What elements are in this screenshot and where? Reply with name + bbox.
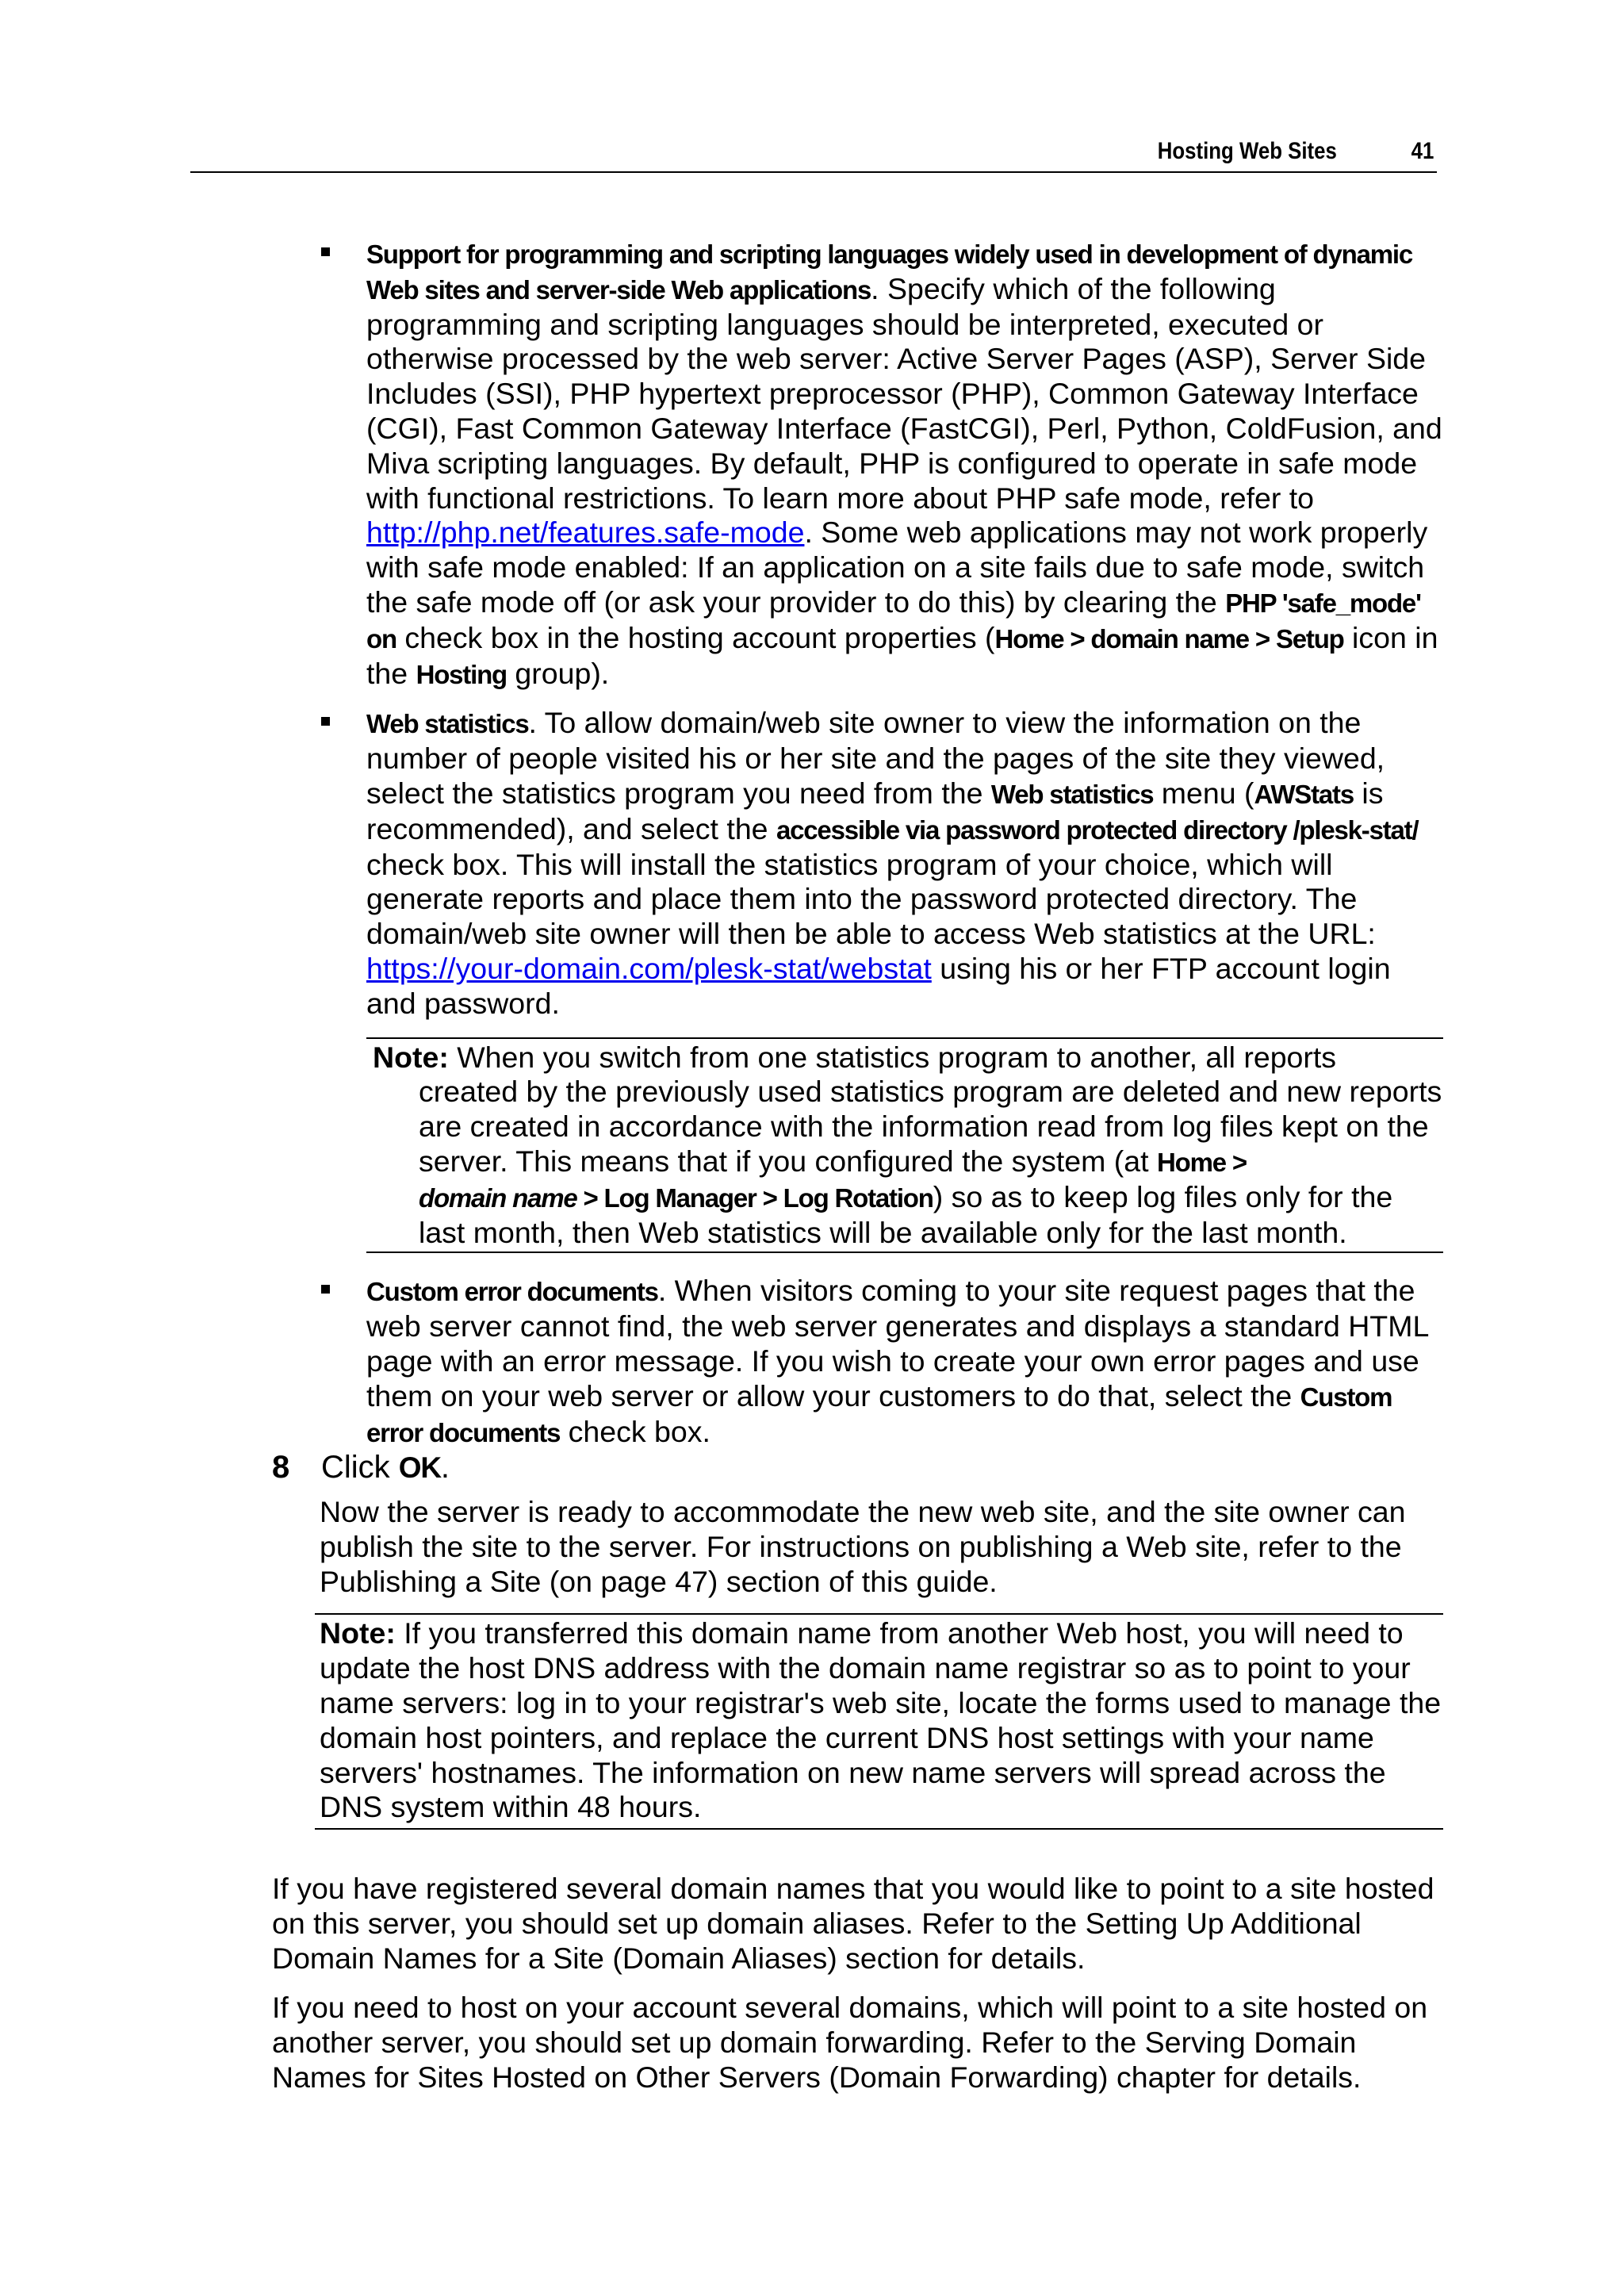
step-body: Now the server is ready to accommodate the new web site, and the site owner can publish the site to the server. For instructions on publishing a Web site, refer to the Publishing a Site (on page 47) section of this guide. <box>320 1495 1406 1598</box>
note-text: When you switch from one statistics program to another, all reports created by the previously used statistics program are deleted and new reports are created in accordance with the information read from log files kept on the server. This means that if you configured the system (at <box>419 1040 1442 1178</box>
note-label: Note: <box>373 1040 449 1074</box>
paragraph-domain-forwarding: If you need to host on your account several domains, which will point to a site hosted on another server, you should set up domain forwarding. Refer to the Serving Domain Names for Sites Hosted on Other Servers (Domain Forwarding) chapter for details. <box>272 1991 1428 2094</box>
ui-term-awstats: AWStats <box>1254 779 1354 809</box>
bullet-title: Web statistics <box>366 709 529 739</box>
step-number: 8 <box>272 1450 290 1485</box>
ui-term-plesk-stat-checkbox: accessible via password protected directory /plesk-stat/ <box>776 815 1419 845</box>
square-bullet-icon <box>321 247 330 256</box>
bullet-text: . Specify which of the following programming and scripting languages should be interpreted, executed or otherwise processed by the web server: Active Server Pages (ASP), Server Side Includes (SSI), PHP hypertext preprocessor (PHP), Common Gateway Interface (CGI), Fast Common Gateway Interface (FastCGI), Perl, Python, ColdFusion, and Miva scripting languages. By default, PHP is configured to operate in safe mode with functional restrictions. To learn more about PHP safe mode, refer to <box>366 271 1442 515</box>
note-box <box>366 1037 1443 1254</box>
header-section-title: Hosting Web Sites <box>1157 138 1337 164</box>
ui-term-hosting-group: Hosting <box>416 659 507 689</box>
step-label: Click <box>321 1450 399 1485</box>
web-statistics-note <box>321 1037 1443 1254</box>
ui-term-log-rotation-path: > Log Manager > Log Rotation <box>576 1182 933 1213</box>
bullet-web-statistics <box>321 706 1443 1021</box>
bullet-title: Support for programming and scripting languages widely used in development of dynamic Web sites and server-side Web applications <box>366 240 1413 305</box>
bullet-text: check box. <box>560 1414 710 1448</box>
bullet-text: check box. This will install the statistics program of your choice, which will generate reports and place them into the password protected directory. The domain/web site owner will then be able to access Web statistics at the URL: <box>366 847 1376 951</box>
header-page-number: 41 <box>1411 138 1434 164</box>
square-bullet-icon <box>321 1285 330 1294</box>
bullet-text: icon in the <box>366 620 1438 690</box>
bullet-text: . Some web applications may not work properly with safe mode enabled: If an application on a site fails due to safe mode, switch the safe mode off (or ask your provider to do this) by clearing the <box>366 516 1428 619</box>
ui-term-domain-name: domain name <box>419 1182 577 1213</box>
running-header <box>190 135 1437 173</box>
php-safe-mode-link[interactable]: http://php.net/features.safe-mode <box>366 516 805 550</box>
bullet-text: check box in the hosting account properties ( <box>396 620 995 654</box>
ui-term-setup-path: Home > domain name > Setup <box>994 623 1344 654</box>
step-suffix: . <box>440 1450 450 1485</box>
ui-term-home: Home > <box>1156 1147 1247 1177</box>
bullet-scripting-languages <box>321 236 1443 692</box>
note-text: If you transferred this domain name from another Web host, you will need to update the host DNS address with the domain name registrar so as to point to your name servers: log in to your registrar's web site, locate the forms used to manage the domain host pointers, and replace the current DNS host settings with your name servers' hostnames. The information on new name servers will spread across the DNS system within 48 hours. <box>320 1616 1442 1824</box>
ui-term-ok-button: OK <box>398 1451 441 1484</box>
step-8 <box>272 1448 1443 1830</box>
bullet-text: . To allow domain/web site owner to view the information on the number of people visited his or her site and the pages of the site they viewed, select the statistics program you need from the <box>366 706 1385 810</box>
ui-term-custom-error-checkbox: Custom error documents <box>366 1382 1392 1447</box>
bullet-text: group). <box>506 656 610 690</box>
note-label: Note: <box>320 1616 396 1650</box>
bullet-text: is recommended), and select the <box>366 776 1384 845</box>
bullet-text: menu ( <box>1153 776 1254 810</box>
step-heading <box>272 1448 1443 1487</box>
dns-note-box <box>315 1613 1443 1830</box>
webstat-url-link[interactable]: https://your-domain.com/plesk-stat/webstat <box>366 951 932 985</box>
bullet-text: using his or her FTP account login and password. <box>366 951 1391 1020</box>
feature-bullet-list <box>321 236 1443 1464</box>
ui-term-safe-mode-checkbox: PHP 'safe_mode' on <box>366 588 1421 654</box>
square-bullet-icon <box>321 717 330 726</box>
ui-term-web-statistics-menu: Web statistics <box>990 779 1154 809</box>
bullet-custom-error-documents <box>321 1274 1443 1450</box>
bullet-title: Custom error documents <box>366 1277 658 1307</box>
paragraph-domain-aliases: If you have registered several domain names that you would like to point to a site hosted on this server, you should set up domain aliases. Refer to the Setting Up Additional Domain Names for a Site (Domain Aliases) section for details. <box>272 1872 1434 1975</box>
note-text: ) so as to keep log files only for the last month, then Web statistics will be available only for the last month. <box>419 1179 1393 1249</box>
bullet-text: . When visitors coming to your site request pages that the web server cannot find, the web server generates and displays a standard HTML page with an error message. If you wish to create your own error pages and use them on your web server or allow your customers to do that, select the <box>366 1274 1428 1412</box>
